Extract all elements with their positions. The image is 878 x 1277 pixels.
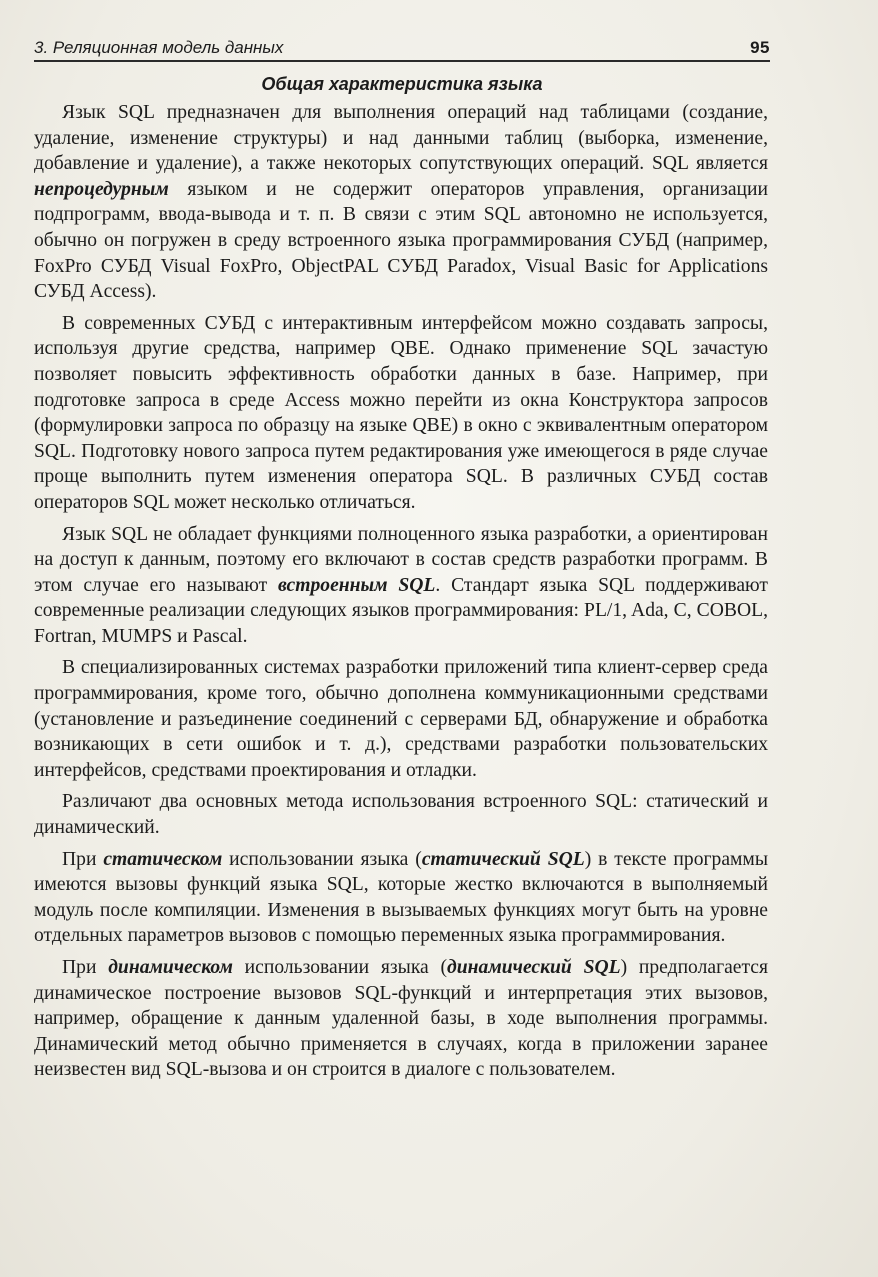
paragraph-text: Различают два основных метода использования встроенного SQL: статический и динамический. — [34, 791, 768, 839]
paragraph — [34, 100, 768, 305]
paragraph-text: Язык SQL не обладает функциями полноценного языка разработки, а ориентирован на доступ к данным, поэтому его включают в состав средств разработки программ. В этом случае его называют — [34, 523, 768, 596]
paragraph-text: В современных СУБД с интерактивным интерфейсом можно создавать запросы, используя другие средства, например QBE. Однако применение SQL зачастую позволяет повысить эффективность обработки данных в базе. Например, при подготовке запроса в среде Access можно перейти из окна Конструктора запросов (формулировки запроса по образцу на языке QBE) в окно с эквивалентным оператором SQL. Подготовку нового запроса путем редактирования уже имеющегося в ряде случае проще выполнить путем изменения оператора SQL. В различных СУБД состав операторов SQL может несколько отличаться. — [34, 312, 768, 513]
paragraph — [34, 955, 768, 1083]
term-emphasis: статический SQL — [421, 848, 585, 870]
paragraph-text: ) в тексте программы имеются вызовы функций языка SQL, которые жестко включаются в выполняемый модуль после компиляции. Изменения в вызываемых функциях могут быть на уровне отдельных параметров вызовов с помощью переменных языка программирования. — [34, 848, 768, 947]
term-emphasis: динамическом — [108, 957, 233, 978]
term-emphasis: статическом — [103, 848, 223, 870]
term-emphasis: динамический SQL — [447, 957, 621, 978]
paragraph-text: В специализированных системах разработки приложений типа клиент-сервер среда программирования, кроме того, обычно дополнена коммуникационными средствами (установление и разъединение соединений с серверами БД, обнаружение и обработка возникающих в сети ошибок и т. д.), средствами разработки пользовательских интерфейсов, средствами проектирования и отладки. — [34, 657, 768, 781]
paragraph-text: языком и не содержит операторов управления, организации подпрограмм, ввода-вывода и т. п. В связи с этим SQL автономно не используется, обычно он погружен в среду встроенного языка программирования СУБД (например, FoxPro СУБД Visual FoxPro, ObjectPAL СУБД Paradox, Visual Basic for Applications СУБД Access). — [34, 178, 768, 303]
paragraph — [34, 311, 768, 516]
paragraph-text: При — [62, 957, 109, 978]
paragraph — [34, 847, 768, 949]
paragraph — [34, 655, 768, 783]
paragraph-text: . Стандарт языка SQL поддерживают современные реализации следующих языков программирования: PL/1, Ada, C, COBOL, Fortran, MUMPS и Pascal. — [34, 574, 768, 647]
paragraph-text: использовании языка ( — [222, 848, 422, 870]
section-heading: Общая характеристика языка — [261, 74, 543, 94]
paragraph-text: Язык SQL предназначен для выполнения операций над таблицами (создание, удаление, изменение структуры) и над данными таблиц (выборка, изменение, добавление и удаление), а также некоторых сопутствующих операций. SQL является — [34, 102, 768, 175]
running-head — [34, 34, 770, 62]
paragraph-text: ) предполагается динамическое построение вызовов SQL-функций и интерпретация этих вызовов, например, обращение к данным удаленной базы, в ходе выполнения программы. Динамический метод обычно применяется в случаях, когда в приложении заранее неизвестен вид SQL-вызова и он строится в диалоге с пользователем. — [34, 957, 769, 1081]
term-emphasis: встроенным SQL — [278, 574, 436, 596]
paragraph-text: При — [62, 848, 104, 870]
page-number: 95 — [750, 38, 770, 57]
term-emphasis: непроцедурным — [34, 178, 169, 200]
paragraph-text: использовании языка ( — [232, 957, 448, 978]
paragraph — [34, 522, 768, 650]
paragraph — [34, 789, 768, 840]
body-text — [34, 100, 768, 1089]
running-head-section: 3. Реляционная модель данных — [34, 38, 284, 57]
